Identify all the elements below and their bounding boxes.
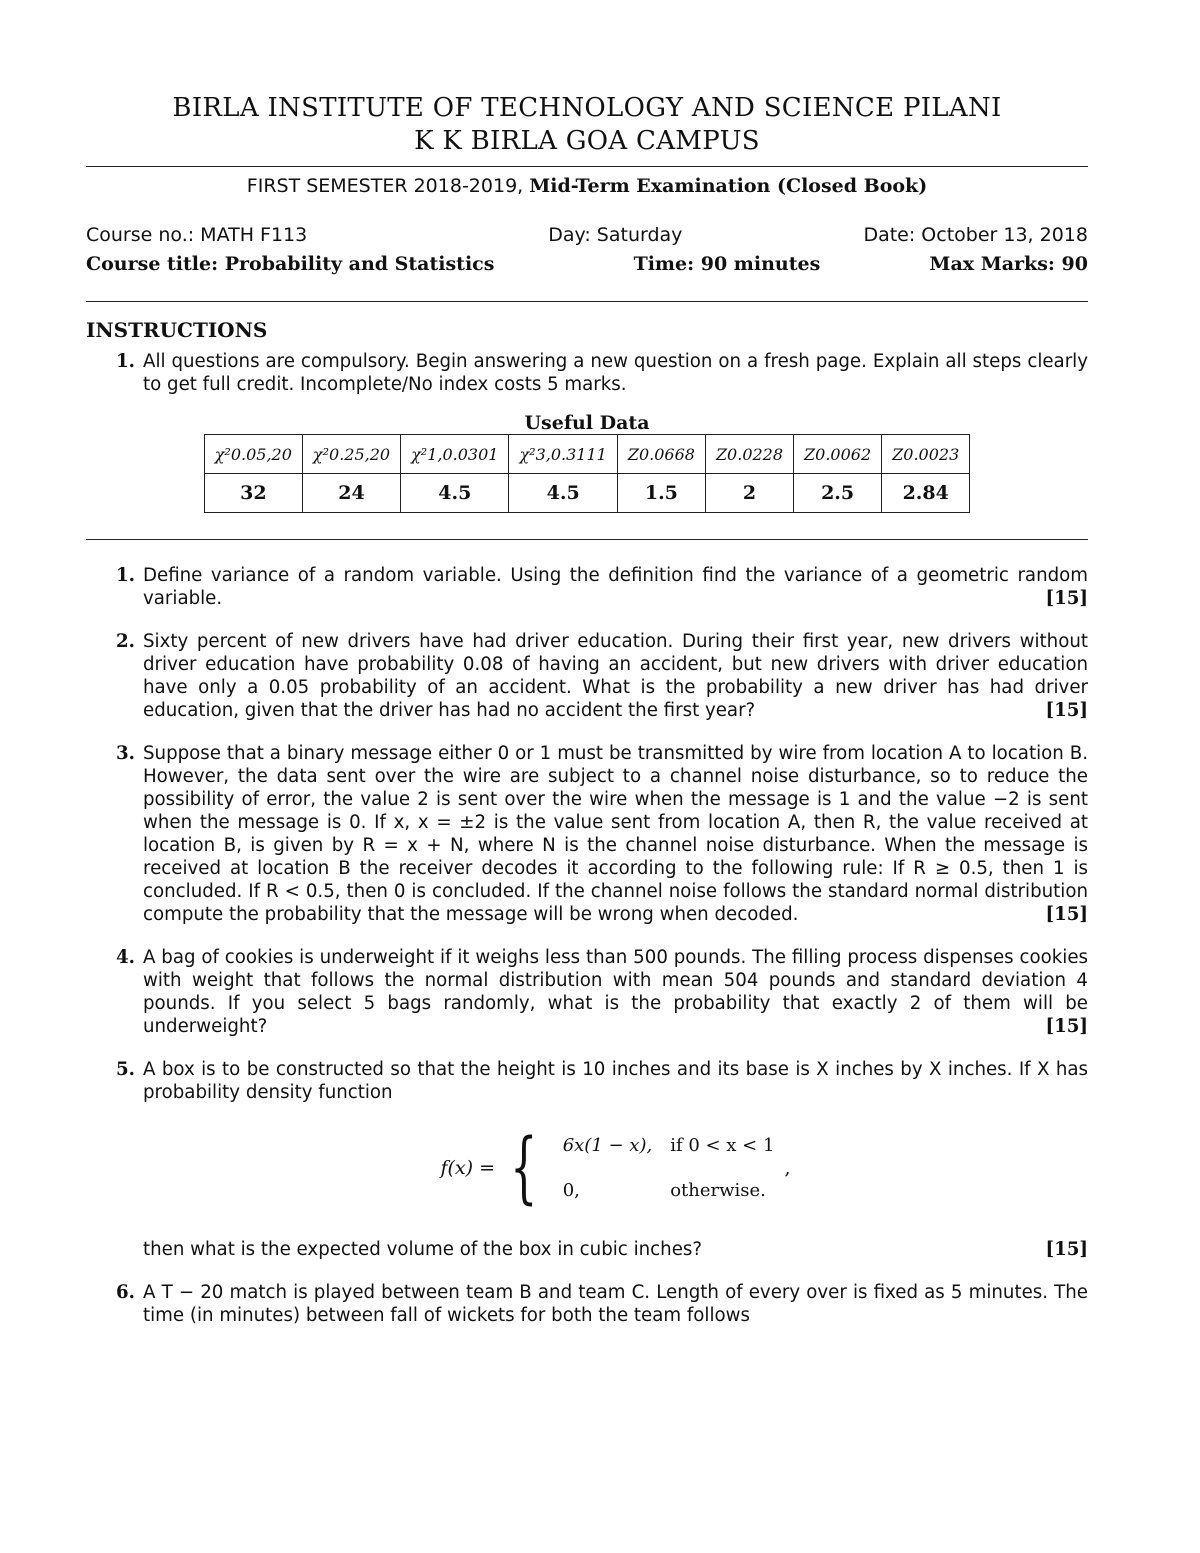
question-marks: [15] (1045, 904, 1088, 925)
table-header-cell: χ²0.05,20 (204, 435, 302, 474)
pdf-trailing-comma: , (784, 1156, 791, 1179)
instruction-number: 1. (116, 351, 135, 372)
question-3 (86, 742, 1088, 926)
question-number: 2. (116, 631, 135, 652)
campus-name: K K BIRLA GOA CAMPUS (414, 126, 760, 156)
question-6 (86, 1281, 1088, 1327)
question-text-after: then what is the expected volume of the box in cubic inches? (143, 1239, 703, 1260)
question-marks: [15] (1045, 588, 1088, 609)
pdf-lhs: f(x) = (440, 1156, 496, 1179)
max-marks: Max Marks: 90 (929, 253, 1088, 275)
pdf-case-cond: otherwise. (670, 1180, 766, 1201)
question-number: 5. (116, 1059, 135, 1080)
pdf-case-cond: if 0 < x < 1 (670, 1135, 775, 1156)
table-value-cell: 4.5 (401, 474, 509, 513)
question-number: 6. (116, 1282, 135, 1303)
table-value-cell: 24 (302, 474, 400, 513)
question-4 (86, 946, 1088, 1038)
semester-text: FIRST SEMESTER 2018-2019, (246, 175, 524, 197)
pdf-case-row (555, 1124, 783, 1167)
exam-page (86, 92, 1088, 1347)
questions-rule (86, 539, 1088, 540)
table-header-cell: χ²0.25,20 (302, 435, 400, 474)
question-body (143, 630, 1088, 722)
instruction-text: All questions are compulsory. Begin answering a new question on a fresh page. Explain all steps clearly to get full credit. Incomplete/No index costs 5 marks. (143, 351, 1088, 395)
pdf-case-expr: 6x(1 − x), (562, 1135, 653, 1156)
instructions-heading: INSTRUCTIONS (86, 318, 268, 342)
exam-day: Day: Saturday (548, 224, 683, 246)
question-marks: [15] (1045, 700, 1088, 721)
pdf-case-expr: 0, (562, 1180, 580, 1201)
question-body (143, 742, 1088, 926)
exam-type: Mid-Term Examination (Closed Book) (529, 175, 928, 197)
table-header-cell: Z0.0023 (882, 435, 970, 474)
question-5 (86, 1058, 1088, 1261)
question-text: A T − 20 match is played between team B and team C. Length of every over is fixed as 5 minutes. The time (in minutes) between fall of wickets for both the team follows (143, 1282, 1088, 1326)
question-number: 4. (116, 947, 135, 968)
question-body (143, 564, 1088, 610)
table-header-cell: χ²3,0.3111 (509, 435, 617, 474)
table-value-cell: 2 (705, 474, 793, 513)
table-header-cell: χ²1,0.0301 (401, 435, 509, 474)
table-value-cell: 32 (204, 474, 302, 513)
table-value-cell: 2.5 (794, 474, 882, 513)
question-number: 3. (116, 743, 135, 764)
exam-date: Date: October 13, 2018 (863, 224, 1088, 246)
question-1 (86, 564, 1088, 610)
table-value-cell: 4.5 (509, 474, 617, 513)
header-rule (86, 166, 1088, 167)
instruction-item (86, 350, 1088, 396)
question-text: A bag of cookies is underweight if it weighs less than 500 pounds. The filling process dispenses cookies with weight that follows the normal distribution with mean 504 pounds and standard deviation 4 pounds. If you select 5 bags randomly, what is the probability that exactly 2 of them will be underweight? (143, 947, 1088, 1037)
question-text: Sixty percent of new drivers have had driver education. During their first year, new drivers without driver education have probability 0.08 of having an accident, but new drivers with driver education have only a 0.05 probability of an accident. What is the probability a new driver has had driver education, given that the driver has had no accident the first year? (143, 631, 1088, 721)
institute-name: BIRLA INSTITUTE OF TECHNOLOGY AND SCIENCE PILANI (172, 93, 1002, 123)
table-header-row (204, 435, 970, 474)
question-marks: [15] (1045, 1016, 1088, 1037)
question-number: 1. (116, 565, 135, 586)
course-title: Course title: Probability and Statistics (86, 253, 495, 275)
useful-data-table (204, 434, 971, 513)
useful-data-title: Useful Data (524, 412, 650, 434)
table-header-cell: Z0.0668 (617, 435, 705, 474)
question-text: A box is to be constructed so that the height is 10 inches and its base is X inches by X inches. If X has probability density function (143, 1059, 1088, 1103)
question-body (143, 1058, 1088, 1261)
cases-brace: { (510, 1123, 538, 1213)
pdf-equation (143, 1122, 1088, 1214)
exam-time: Time: 90 minutes (633, 253, 821, 275)
question-text: Suppose that a binary message either 0 or 1 must be transmitted by wire from location A to location B. However, the data sent over the wire are subject to a channel noise disturbance, so to reduce the possibility of error, the value 2 is sent over the wire when the message is 1 and the value −2 is sent when the message is 0. If x, x = ±2 is the value sent from location A, then R, the value received at location B, is given by R = x + N, where N is the channel noise disturbance. When the message is received at location B the receiver decodes it according to the following rule: If R ≥ 0.5, then 1 is concluded. If R < 0.5, then 0 is concluded. If the channel noise follows the standard normal distribution compute the probability that the message will be wrong when decoded. (143, 743, 1088, 925)
course-no: Course no.: MATH F113 (86, 224, 308, 246)
instructions-list (86, 350, 1088, 396)
question-marks: [15] (1045, 1239, 1088, 1260)
course-info-row (86, 221, 1088, 250)
pdf-case-row (555, 1169, 783, 1212)
table-header-cell: Z0.0062 (794, 435, 882, 474)
question-body (143, 946, 1088, 1038)
question-text: Define variance of a random variable. Using the definition find the variance of a geometric random variable. (143, 565, 1088, 609)
table-value-cell: 2.84 (882, 474, 970, 513)
pdf-cases (553, 1122, 785, 1214)
course-title-row (86, 250, 1088, 279)
questions-list (86, 564, 1088, 1327)
table-header-cell: Z0.0228 (705, 435, 793, 474)
table-value-row (204, 474, 970, 513)
question-2 (86, 630, 1088, 722)
table-value-cell: 1.5 (617, 474, 705, 513)
info-rule (86, 301, 1088, 302)
question-body (143, 1281, 1088, 1327)
semester-line (86, 173, 1088, 199)
